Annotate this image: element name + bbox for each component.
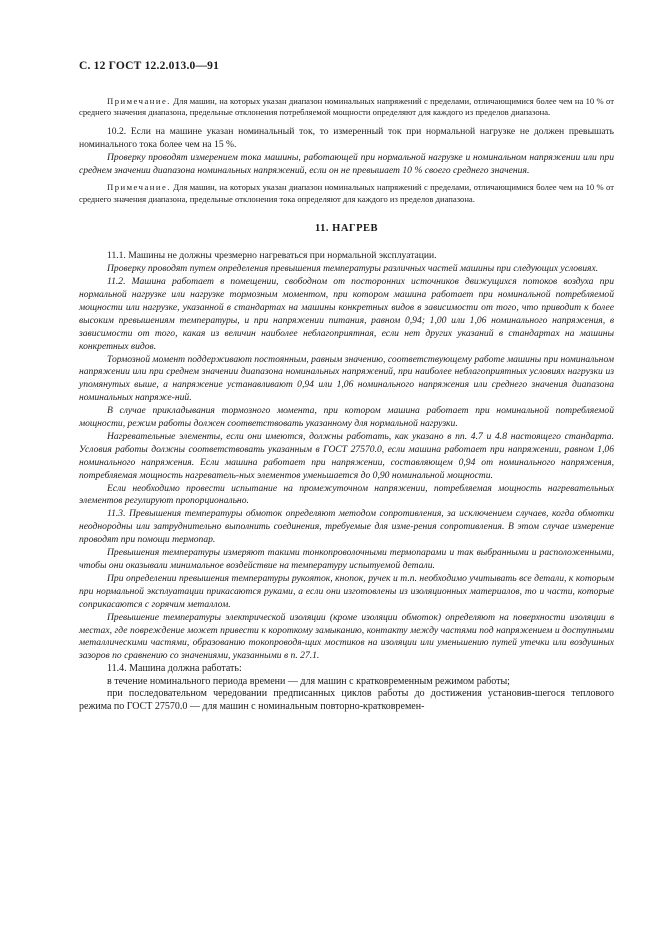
thermocouple-paragraph: Превышения температуры измеряют такими тонкопроволочными термопарами и так выбранными и расположенными, чтобы они оказывали минимальное воздействие на температуру испытуемой детали. xyxy=(79,547,614,571)
heating-elements-paragraph: Нагревательные элементы, если они имеются, должны работать, как указано в пп. 4.7 и 4.8 настоящего стандарта. Условия работы должны соответствовать указанным в ГОСТ 27570.0, если машина работает при напряжении, равном 1,06 номинального напряжения. Если машина работает при напряжении, составляющем 0,94 от номинального напряжения, потребляемая мощность нагреватель-ных элементов уменьшается до 0,90 номинальной мощности. xyxy=(79,430,614,481)
clause-11-4-item-b: при последовательном чередовании предписанных циклов работы до достижения установив-шегося теплового режима по ГОСТ 27570.0 — для машин с номинальным повторно-кратковремен- xyxy=(79,688,614,713)
clause-11-3: 11.3. Превышения температуры обмоток определяют методом сопротивления, за исключением случаев, когда обмотки неоднородны или затруднительно выполнить соединения, требуемые для изме-рения сопротивления. В этом случае измерение проводят при помощи термопар. xyxy=(79,508,614,546)
clause-11-1: 11.1. Машины не должны чрезмерно нагреваться при нормальной эксплуатации. xyxy=(107,250,437,262)
note-label: Примечание. xyxy=(107,182,171,193)
section-title: 11. НАГРЕВ xyxy=(314,223,379,235)
note-text: Для машин, на которых указан диапазон номинальных напряжений с пределами, отличающимися более чем на 10 % от среднего значения диапазона, предельные отклонения потребляемой мощности определяют для каждого из пределов диапазона. xyxy=(79,96,614,118)
clause-10-2-check: Проверку проводят измерением тока машины, работающей при нормальной нагрузке и номинальном напряжении или при среднем значении диапазона номинальных напряжений, если он не превышает 10 % своего среднего значения. xyxy=(79,151,614,176)
note-text: Для машин, на которых указан диапазон номинальных напряжений с пределами, отличающимися более чем на 10 % от среднего значения диапазона, предельные отклонения тока определяют для каждого из пределов диапазона. xyxy=(79,182,614,204)
page-header: С. 12 ГОСТ 12.2.013.0—91 xyxy=(79,60,220,72)
note-paragraph xyxy=(79,96,614,119)
document-body xyxy=(79,96,614,714)
note-label: Примечание. xyxy=(107,96,171,106)
clause-11-1-check: Проверку проводят путем определения превышения температуры различных частей машины при следующих условиях. xyxy=(107,263,599,275)
intermediate-voltage-paragraph: Если необходимо провести испытание на промежуточном напряжении, потребляемая мощность нагревательных элементов регулируют пропорционально. xyxy=(79,482,614,507)
clause-11-4: 11.4. Машина должна работать: xyxy=(107,663,242,675)
torque-paragraph: Тормозной момент поддерживают постоянным, равным значению, соответствующему работе машины при номинальном напряжении или при среднем значении диапазона номинальных напряжений, при наиболее неблагоприятных условиях нагрузки из упомянутых выше, а напряжение устанавливают 0,94 или 1,06 номинального напряжения или среднего значения диапазона номинальных напряже-ний. xyxy=(79,353,614,404)
note-paragraph xyxy=(79,182,614,205)
clause-10-2: 10.2. Если на машине указан номинальный ток, то измеренный ток при нормальной нагрузке не должен превышать номинального тока более чем на 15 %. xyxy=(79,125,614,150)
handles-paragraph: При определении превышения температуры рукояток, кнопок, ручек и т.п. необходимо учитывать все детали, к которым при нормальной эксплуатации прикасаются руками, а если они изготовлены из изоляционных материалов, то и части, которые соприкасаются с горячим металлом. xyxy=(79,572,614,610)
insulation-paragraph: Превышение температуры электрической изоляции (кроме изоляции обмоток) определяют на поверхности изоляции в местах, где повреждение может привести к короткому замыканию, контакту между частями под напряжением и доступными металлическими частями, образованию токопроводя-щих мостиков на изоляции или уменьшению путей утечки или воздушных зазоров по сравнению со значениями, указанными в п. 27.1. xyxy=(79,611,614,662)
clause-11-4-item-a: в течение номинального периода времени — для машин с кратковременным режимом работы; xyxy=(107,675,510,687)
clause-11-2: 11.2. Машина работает в помещении, свободном от посторонних источников движущихся потоков воздуха при нормальной нагрузке или нагрузке тормозным моментом, при котором машина работает при номинальной потребляемой мощности или нагрузке, указанной в стандартах на машины конкретных видов в зависимости от того, что приводит к более высоким превышениям температуры, и при напряжении питания, равном 0,94; 1,00 или 1,06 номинального напряжения, в зависимости от того, какая из величин наиболее неблагоприятная, если нет других указаний в стандартах на машины конкретных видов. xyxy=(79,276,614,352)
torque-paragraph-2: В случае прикладывания тормозного момента, при котором машина работает при номинальной потребляемой мощности, режим работы должен соответствовать указанному для нормальной нагрузки. xyxy=(79,405,614,430)
